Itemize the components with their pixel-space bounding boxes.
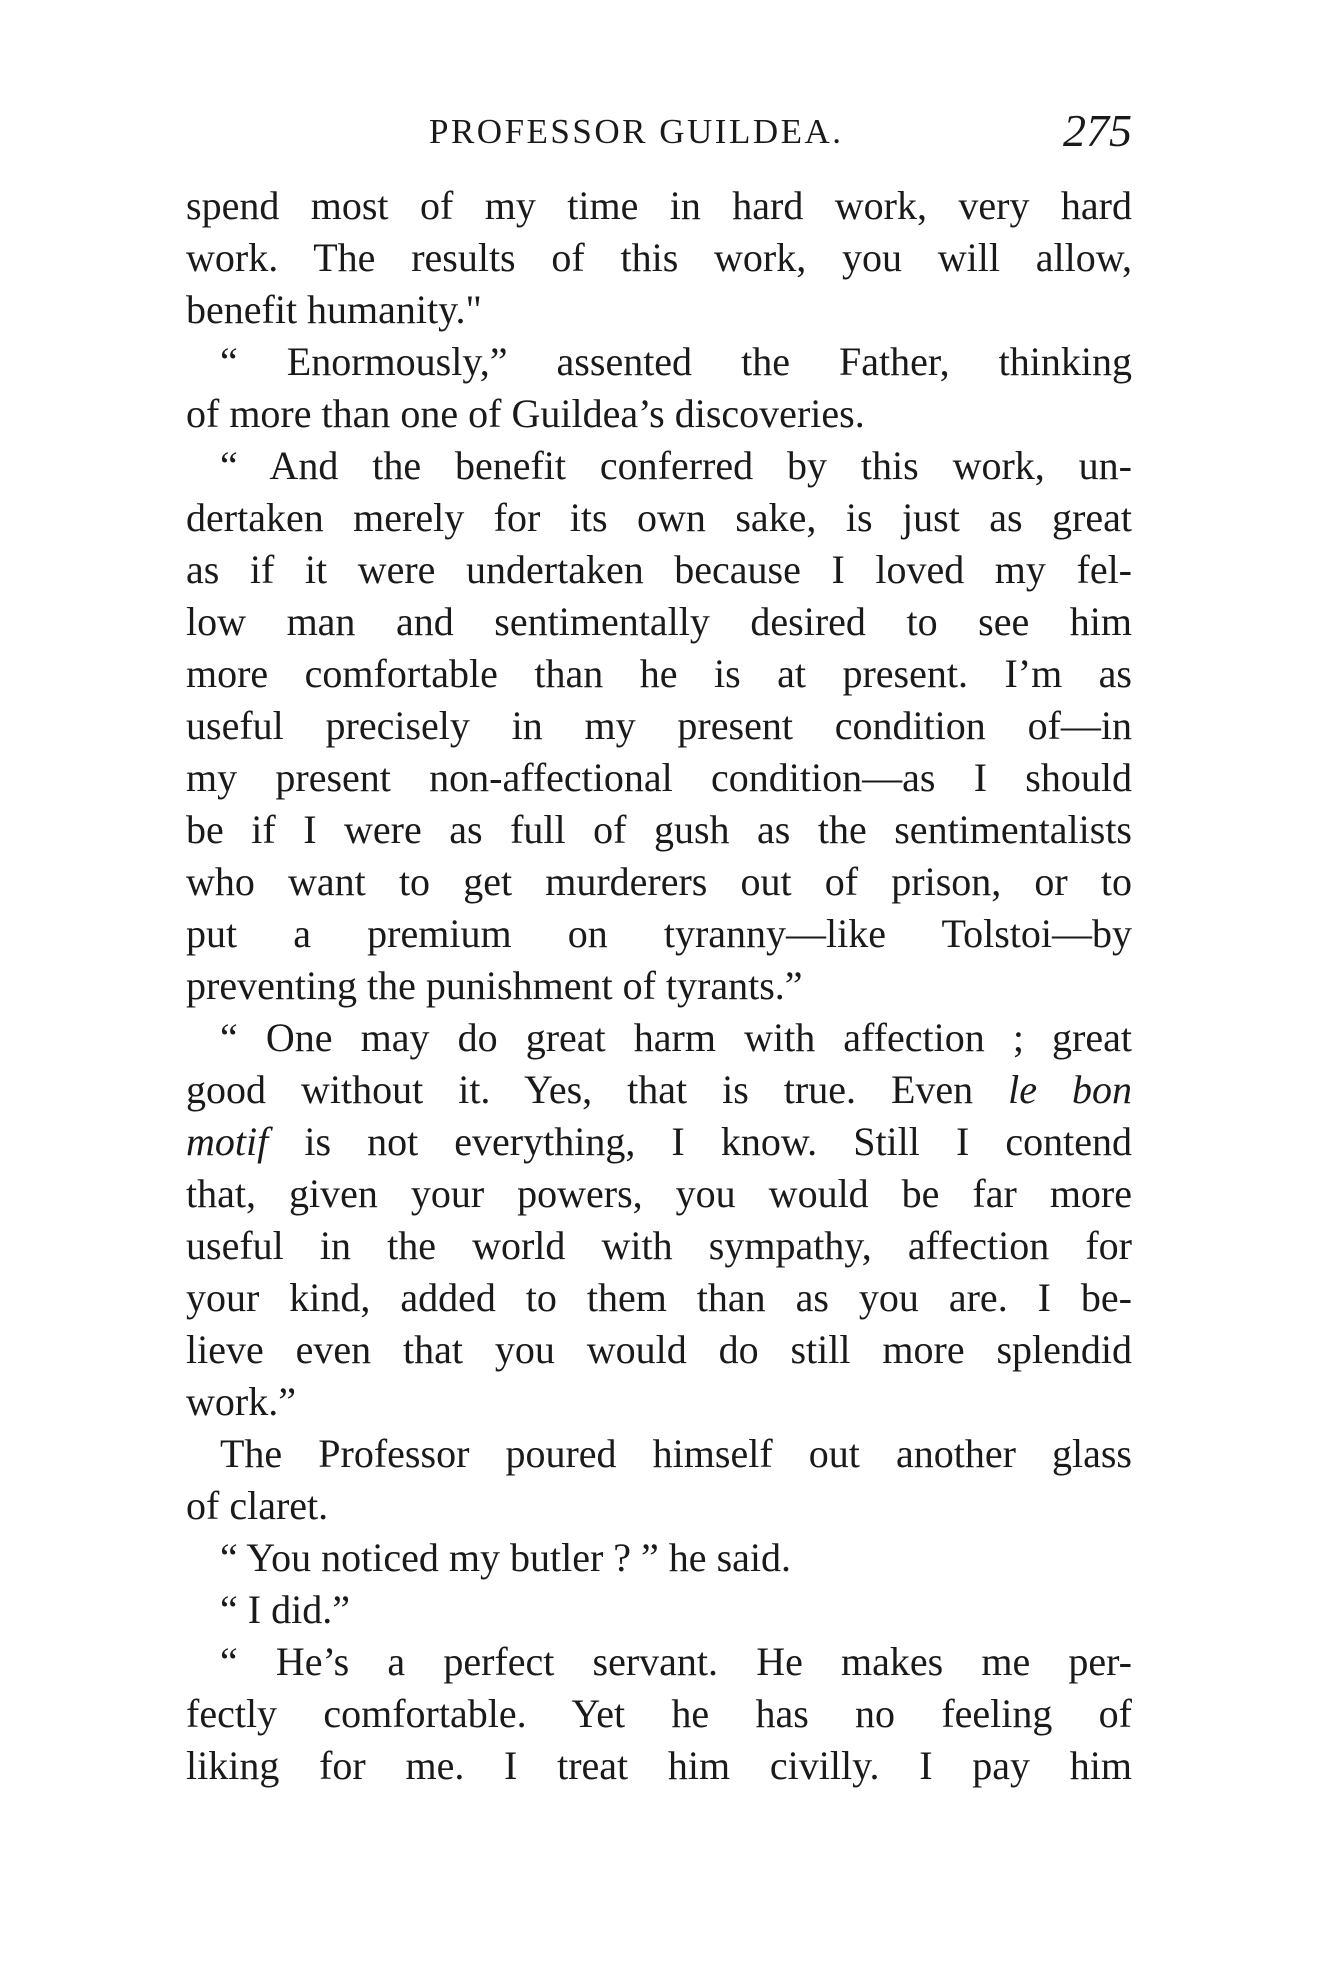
- body-text: [186, 180, 1132, 1792]
- text-line: [186, 1116, 1132, 1168]
- text-line: liking for me. I treat him civilly. I pay him: [186, 1743, 1132, 1788]
- text-line: “ He’s a perfect servant. He makes me per-: [220, 1639, 1132, 1684]
- text-line: of claret.: [186, 1483, 329, 1528]
- text-line: work. The results of this work, you will allow,: [186, 235, 1132, 280]
- text-line: put a premium on tyranny—like Tolstoi—by: [186, 911, 1132, 956]
- text-line: work.”: [186, 1379, 296, 1424]
- italic-phrase: motif: [186, 1119, 269, 1164]
- text-line: benefit humanity.": [186, 287, 482, 332]
- text-line: low man and sentimentally desired to see him: [186, 599, 1132, 644]
- text-segment: is not everything, I know. Still I contend: [304, 1119, 1132, 1164]
- text-line: “ One may do great harm with affection ; great: [220, 1015, 1132, 1060]
- text-line: useful in the world with sympathy, affection for: [186, 1223, 1132, 1268]
- text-line: who want to get murderers out of prison, or to: [186, 859, 1132, 904]
- text-line: “ And the benefit conferred by this work, un-: [220, 443, 1132, 488]
- text-line: fectly comfortable. Yet he has no feeling of: [186, 1691, 1132, 1736]
- text-line: The Professor poured himself out another glass: [220, 1431, 1132, 1476]
- text-line: [186, 1064, 1132, 1116]
- text-line: your kind, added to them than as you are. I be-: [186, 1275, 1132, 1320]
- text-segment: good without it. Yes, that is true. Even: [186, 1067, 974, 1112]
- text-line: of more than one of Guildea’s discoveries.: [186, 391, 865, 436]
- text-line: as if it were undertaken because I loved my fel-: [186, 547, 1132, 592]
- text-line: lieve even that you would do still more splendid: [186, 1327, 1132, 1372]
- running-title: PROFESSOR GUILDEA.: [429, 112, 844, 151]
- italic-phrase: le bon: [1008, 1067, 1132, 1112]
- text-line: “ You noticed my butler ? ” he said.: [220, 1535, 791, 1580]
- text-line: “ I did.”: [220, 1587, 350, 1632]
- text-line: useful precisely in my present condition of—in: [186, 703, 1132, 748]
- text-line: dertaken merely for its own sake, is just as great: [186, 495, 1132, 540]
- text-line: more comfortable than he is at present. I’m as: [186, 651, 1132, 696]
- text-line: “ Enormously,” assented the Father, thinking: [220, 339, 1132, 384]
- page-number: 275: [1063, 105, 1132, 156]
- text-line: spend most of my time in hard work, very hard: [186, 183, 1132, 228]
- text-line: my present non-affectional condition—as I should: [186, 755, 1132, 800]
- text-line: preventing the punishment of tyrants.”: [186, 963, 803, 1008]
- text-line: that, given your powers, you would be far more: [186, 1171, 1132, 1216]
- text-line: be if I were as full of gush as the sentimentalists: [186, 807, 1132, 852]
- running-head: [186, 105, 1132, 168]
